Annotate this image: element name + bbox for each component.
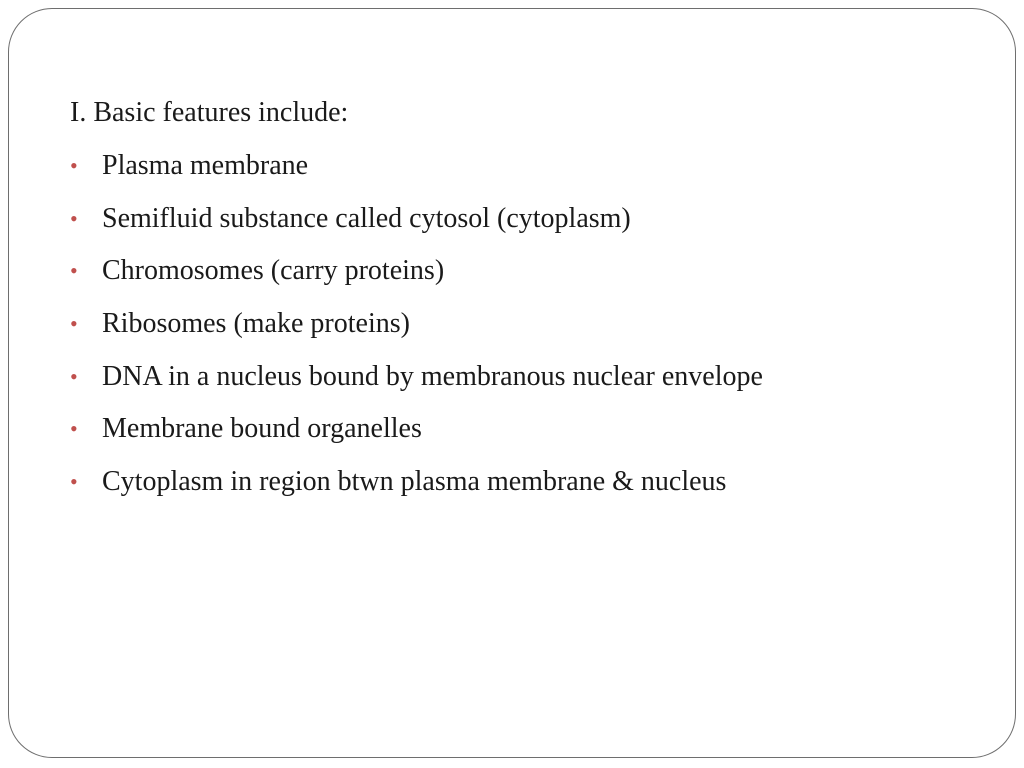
bullet-item	[70, 251, 970, 291]
slide-heading: I. Basic features include:	[70, 97, 349, 128]
bullet-dot-icon: •	[70, 311, 78, 337]
bullet-dot-icon: •	[70, 205, 78, 231]
bullet-text: Membrane bound organelles	[102, 413, 422, 445]
bullet-text: DNA in a nucleus bound by membranous nuclear envelope	[102, 360, 763, 392]
bullet-item	[70, 146, 970, 186]
bullet-text: Chromosomes (carry proteins)	[102, 255, 445, 287]
slide-body	[70, 93, 970, 515]
bullet-text: Ribosomes (make proteins)	[102, 308, 410, 340]
bullet-text: Plasma membrane	[102, 150, 309, 181]
slide-frame	[8, 8, 1016, 758]
bullet-dot-icon: •	[70, 363, 78, 389]
bullet-item	[70, 304, 970, 344]
bullet-dot-icon: •	[70, 469, 78, 495]
bullet-item	[70, 409, 970, 449]
bullet-item	[70, 357, 970, 397]
bullet-item	[70, 199, 970, 239]
bullet-text: Cytoplasm in region btwn plasma membrane & nucleus	[102, 466, 727, 498]
bullet-dot-icon: •	[70, 153, 78, 178]
bullet-text: Semifluid substance called cytosol (cytoplasm)	[102, 202, 631, 234]
bullet-dot-icon: •	[70, 258, 78, 284]
bullet-item	[70, 462, 970, 502]
bullet-dot-icon: •	[70, 416, 78, 442]
bullet-list	[70, 146, 970, 502]
